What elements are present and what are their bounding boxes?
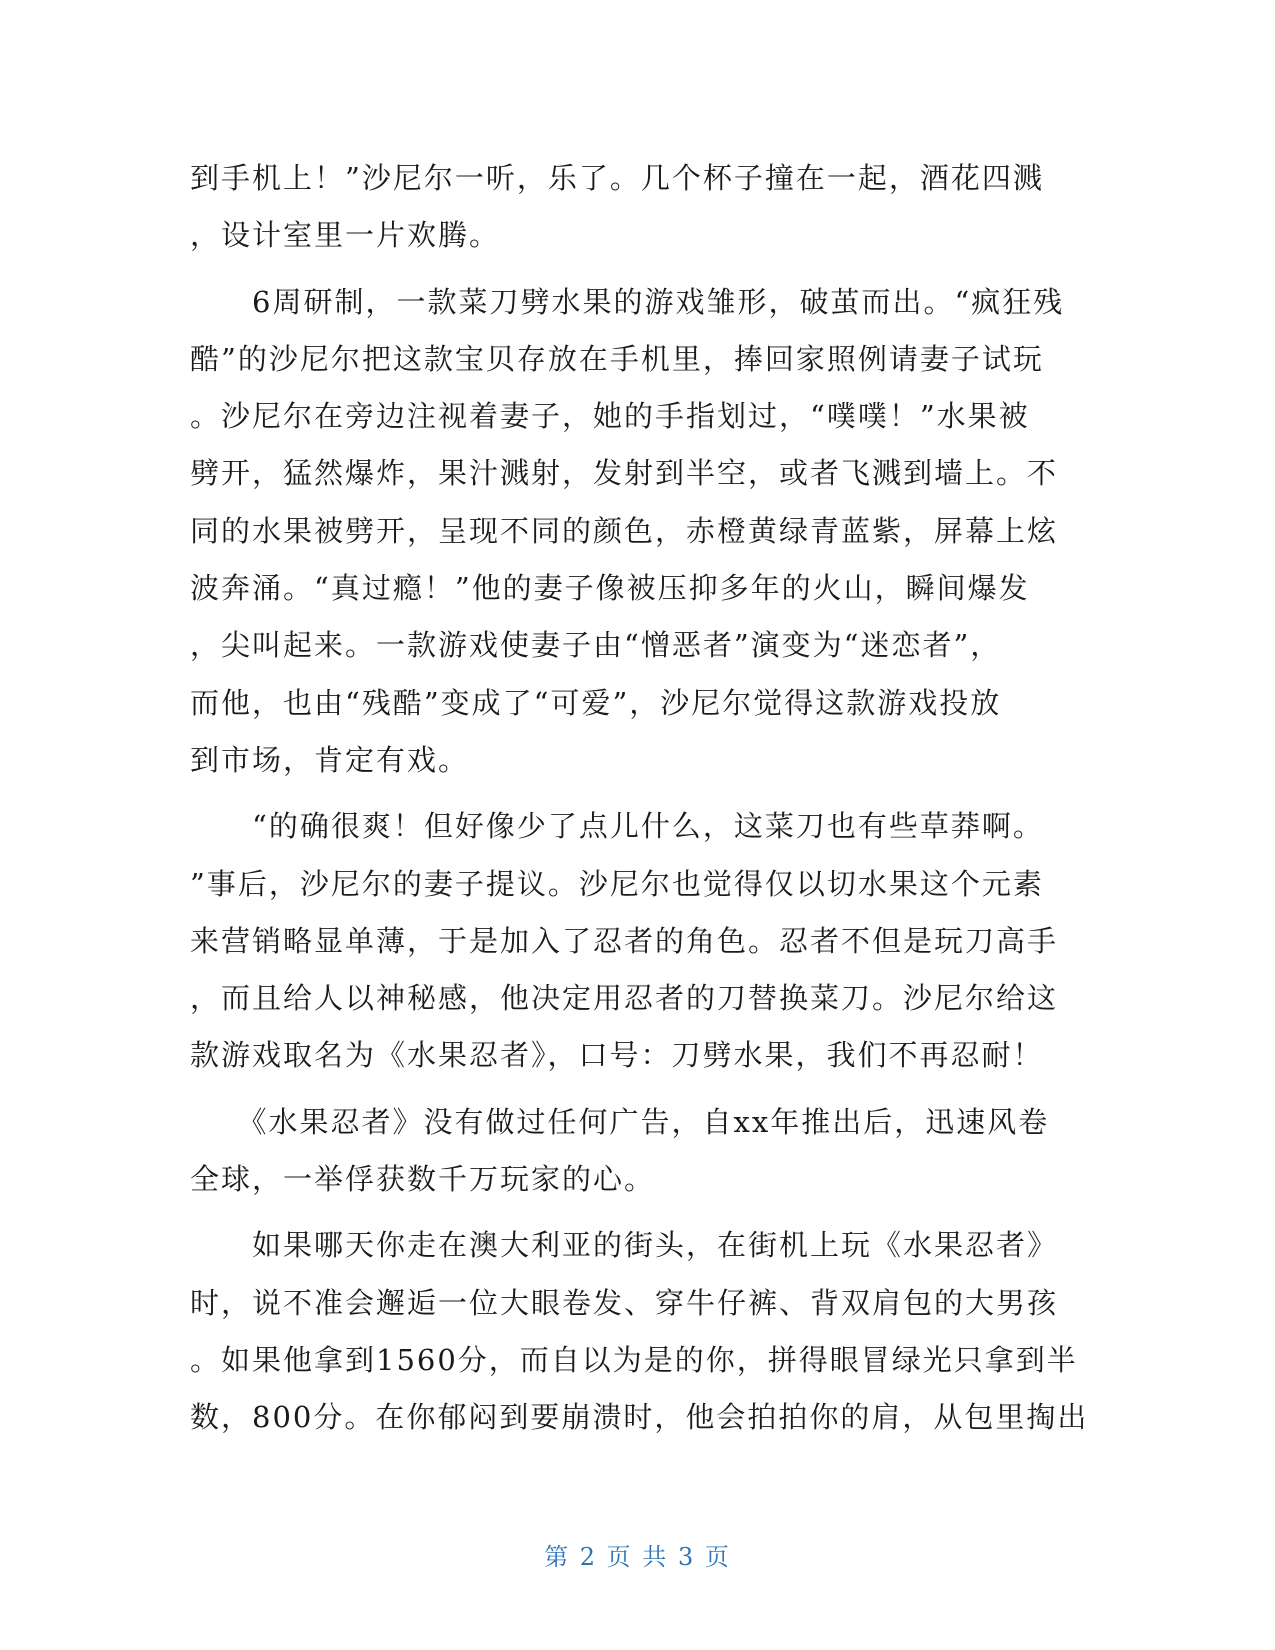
text-line: 到市场，肯定有戏。 <box>190 742 470 777</box>
text-line: 而他，也由“残酷”变成了“可爱”，沙尼尔觉得这款游戏投放 <box>190 685 1002 720</box>
paragraph-gap <box>190 1208 1090 1217</box>
text-line: “的确很爽！但好像少了点儿什么，这菜刀也有些草莽啊。 <box>190 809 1044 844</box>
text-line: 波奔涌。“真过瘾！”他的妻子像被压抑多年的火山，瞬间爆发 <box>190 571 1030 606</box>
paragraph-gap <box>190 789 1090 798</box>
text-line: 6周研制，一款菜刀劈水果的游戏雏形，破茧而出。“疯狂残 <box>190 284 1065 319</box>
text-line: ，而且给人以神秘感，他决定用忍者的刀替换菜刀。沙尼尔给这 <box>190 981 1059 1016</box>
paragraph <box>190 798 1090 1084</box>
text-line: 时，说不准会邂逅一位大眼卷发、穿牛仔裤、背双肩包的大男孩 <box>190 1285 1059 1320</box>
page-footer: 第 2 页 共 3 页 <box>544 1543 731 1571</box>
paragraph <box>190 150 1090 265</box>
text-line: ”事后，沙尼尔的妻子提议。沙尼尔也觉得仅以切水果这个元素 <box>190 866 1044 901</box>
text-line: 《水果忍者》没有做过任何广告，自xx年推出后，迅速风卷 <box>190 1104 1050 1139</box>
text-line: 。沙尼尔在旁边注视着妻子，她的手指划过，“噗噗！”水果被 <box>190 399 1030 434</box>
text-line: 全球，一举俘获数千万玩家的心。 <box>190 1162 656 1197</box>
text-line: 如果哪天你走在澳大利亚的街头，在街机上玩《水果忍者》 <box>190 1228 1059 1263</box>
body-text <box>190 150 1090 1447</box>
text-line: 酷”的沙尼尔把这款宝贝存放在手机里，捧回家照例请妻子试玩 <box>190 341 1044 376</box>
text-line: 款游戏取名为《水果忍者》，口号：刀劈水果，我们不再忍耐！ <box>190 1038 1044 1073</box>
text-line: 来营销略显单薄，于是加入了忍者的角色。忍者不但是玩刀高手 <box>190 923 1059 958</box>
text-line: 到手机上！”沙尼尔一听，乐了。几个杯子撞在一起，酒花四溅 <box>190 161 1044 195</box>
paragraph <box>190 274 1090 790</box>
text-line: ，设计室里一片欢腾。 <box>190 218 501 253</box>
paragraph-gap <box>190 265 1090 274</box>
text-line: 劈开，猛然爆炸，果汁溅射，发射到半空，或者飞溅到墙上。不 <box>190 456 1059 491</box>
paragraph <box>190 1094 1090 1209</box>
text-line: 数，800分。在你郁闷到要崩溃时，他会拍拍你的肩，从包里掏出 <box>190 1400 1089 1435</box>
paragraph-gap <box>190 1085 1090 1094</box>
text-line: ，尖叫起来。一款游戏使妻子由“憎恶者”演变为“迷恋者”， <box>190 628 1002 663</box>
text-line: 。如果他拿到1560分，而自以为是的你，拼得眼冒绿光只拿到半 <box>190 1342 1078 1377</box>
text-line: 同的水果被劈开，呈现不同的颜色，赤橙黄绿青蓝紫，屏幕上炫 <box>190 513 1059 548</box>
paragraph <box>190 1217 1090 1446</box>
